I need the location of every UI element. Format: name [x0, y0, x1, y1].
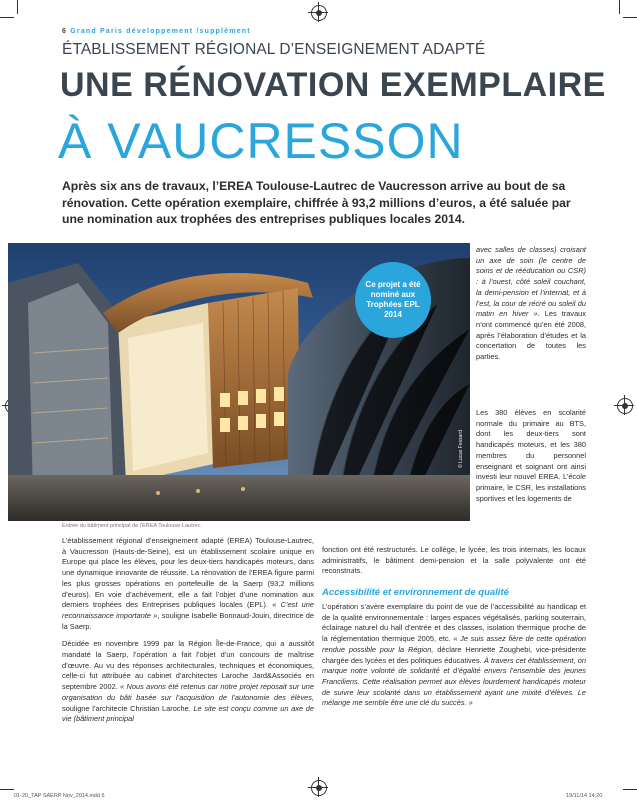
intro-paragraph: Après six ans de travaux, l’EREA Toulouse-Lautrec de Vaucresson arrive au bout de sa rénovation. Cette opération exemplaire, chiffrée à 93,2 millions d’euros, a été saluée par une nomination aux trophées des entreprises publiques locales 2014.: [62, 179, 571, 226]
crop-mark: [623, 789, 637, 790]
left-column-text: [62, 536, 314, 732]
nomination-badge: [355, 262, 431, 338]
continuation-paragraph: fonction ont été restructurés. Le collège, le lycée, les trois internats, les locaux administratifs, le bâtiment demi-pension et la salle polyvalente ont été reconstruits.: [322, 545, 586, 576]
right-column-paragraph-2: Les 380 élèves en scolarité normale du primaire au BTS, dont les deux-tiers sont handicapés moteurs, et les 380 membres du personnel enseignant et soignant ont ainsi investi leur nouvel EREA. L’école primaire, le CSR, les installations sportives et les logements de: [476, 408, 586, 503]
quote-text: « Nous avons été retenus car notre projet reposait sur une organisation du bâti basée sur l’acquisition de l’autonomie des élèves,: [62, 682, 314, 702]
photo-caption: Entrée du bâtiment principal de l’EREA Toulouse-Lautrec.: [62, 523, 202, 529]
page-number: 6: [62, 28, 68, 35]
registration-mark-right: [617, 398, 633, 414]
registration-mark-top: [311, 5, 327, 21]
subheading: Accessibilité et environnement de qualité: [322, 587, 509, 598]
print-slug-left: 01-20_TAP SAERP Nov_2014.indd 6: [14, 793, 105, 799]
crop-mark: [0, 789, 14, 790]
running-title: Grand Paris développement /supplément: [70, 28, 251, 35]
headline-line-2: À VAUCRESSON: [58, 113, 464, 169]
print-slug-right: 19/11/14 14:20: [566, 793, 603, 799]
crop-mark: [619, 0, 620, 14]
photo-credit: © Lucas Fessard: [458, 430, 464, 468]
right-column-continuation: . Les travaux n’ont commencé qu’en été 2008, après l’élaboration d’études et la concertation de toutes les parties.: [476, 309, 586, 362]
quote-text: Le site est conçu comme un axe de vie (bâtiment principal: [62, 703, 314, 724]
left-column-paragraph-1: [62, 536, 314, 632]
paragraph-text: , souligne Isabelle Bonnaud-Jouin, directrice de la Saerp.: [62, 610, 314, 631]
crop-mark: [17, 0, 18, 14]
quote-text: « C’est une reconnaissance importante »: [62, 600, 314, 620]
left-column-paragraph-2: [62, 639, 314, 725]
paragraph-text: L’établissement régional d’enseignement adapté (EREA) Toulouse-Lautrec, à Vaucresson (Hauts-de-Seine), est un établissement scolaire unique en Europe qui place les élèves, pour les deux-tiers handicapés moteurs, dans une dynamique innovante de réussite. La rénovation de l’EREA figure parmi les plus grosses opérations en portefeuille de la Saerp (93,2 millions d’euros). En voie d’achèvement, elle a fait l’objet d’une nomination aux derniers trophées des Entreprises publiques locales (EPL).: [62, 536, 314, 610]
paragraph-text: souligne l’architecte Christian Laroche.: [62, 703, 191, 713]
quote-text: « Je suis assez fière de cette opération rendue possible pour la Région,: [322, 634, 586, 654]
quote-text: À travers cet établissement, on marque notre volonté de solidarité et d’égalité envers l’ensemble des jeunes Franciliens. Cette réalisation permet aux élèves lourdement handicapés moteur de suivre leur scolarité dans un établissement ayant une mixité d’élèves. Le mélange me semble être une clé du succès. »: [322, 655, 586, 708]
accessibility-paragraph: [322, 602, 586, 709]
right-column-quote: avec salles de classes) croisant un axe de soin (le centre de soins et de rééducation ou CSR) : à l’ouest, côté soleil couchant, la demi-pension et l’internat, et à l’est, la cour de récré ou soleil du matin en hiver »: [476, 245, 586, 319]
running-header: [62, 28, 251, 35]
paragraph-text: déclare Henriette Zoughebi, vice-présidente chargée des lycées et des politiques éducatives.: [322, 644, 586, 665]
crop-mark: [623, 17, 637, 18]
registration-mark-bottom: [311, 780, 327, 796]
headline-line-1: UNE RÉNOVATION EXEMPLAIRE: [60, 66, 606, 104]
paragraph-text: L’opération s’avère exemplaire du point de vue de l’accessibilité au handicap et de la qualité environnementale : larges espaces végétalisés, parking souterrain, éclairage naturel du hall d’entrée et des classes, isolation thermique proche de la réglementation thermique 2005, etc.: [322, 602, 586, 644]
paragraph-text: Décidée en novembre 1999 par la Région Île-de-France, qui a aussitôt mandaté la Saerp, l’opération a fait l’objet d’un concours de maîtrise d’œuvre. Au vu des réponses architecturales, techniques et économiques, celle-ci fut attribuée au cabinet d’architectes Laroche Jard&Associés en septembre 2002.: [62, 639, 314, 692]
section-label: ÉTABLISSEMENT RÉGIONAL D’ENSEIGNEMENT ADAPTÉ: [62, 41, 486, 58]
badge-text: Ce projet a été nominé aux Trophées EPL 2014: [365, 280, 421, 319]
right-column-text: [476, 245, 586, 363]
crop-mark: [0, 17, 14, 18]
